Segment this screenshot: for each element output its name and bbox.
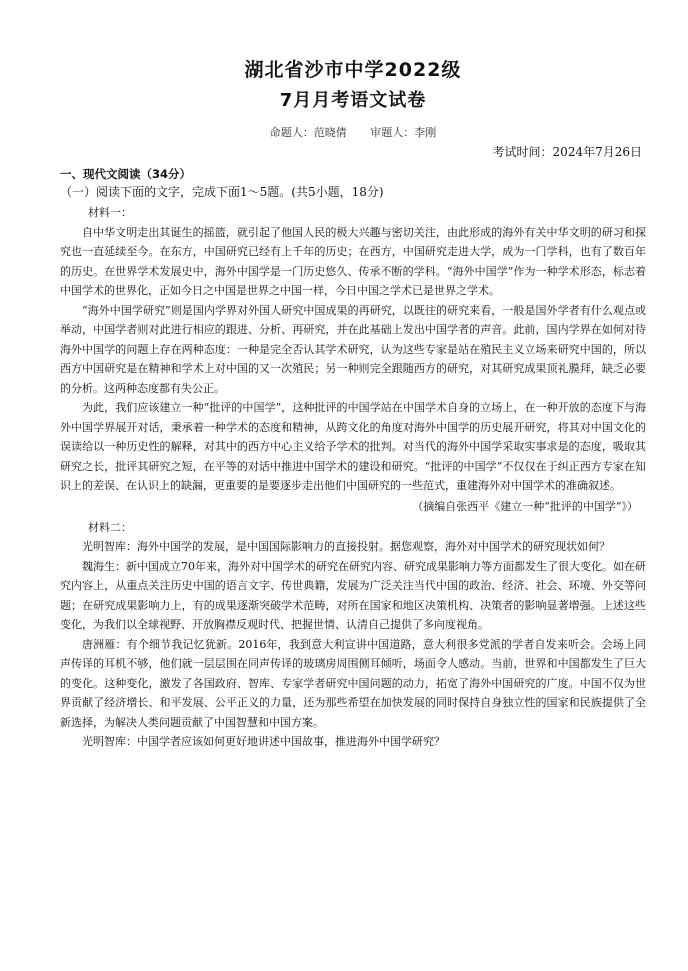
authors-line <box>60 126 646 140</box>
material-1-label: 材料一： <box>88 206 132 219</box>
material-1-paragraph: 为此，我们应该建立一种“批评的中国学”，这种批评的中国学站在中国学术自身的立场上，在一种开放的态度下与海外中国学界展开对话，秉承着一种学术的态度和精神，从跨文化的角度对海外中国学的历史展开研究，将其对中国文化的误读给以一种历史性的解释，对其中的西方中心主义给予学术的批判。对当代的海外中国学采取实事求是的态度，吸取其研究之长，批评其研究之短，在平等的对话中推进中国学术的建设和研究。“批评的中国学”不仅仅在于纠正西方专家在知识上的差误、在认识上的缺漏，更重要的是要逐步走出他们中国研究的一些范式，重建海外对中国学术的准确叙述。 <box>60 401 646 492</box>
material-2-paragraph: 魏海生：新中国成立70年来，海外对中国学术的研究在研究内容、研究成果影响力等方面都发生了很大变化。如在研究内容上，从重点关注历史中国的语言文字、传世典籍，发展为广泛关注当代中国的政治、经济、社会、环境、外交等问题；在研究成果影响力上，有的成果逐渐突破学术范畴，对所在国家和地区决策机构、决策者的影响显著增强。上述这些变化，为我们以全球视野、开放胸襟反观时代、把握世情、认清自己提供了多向度视角。 <box>60 559 646 631</box>
material-1-source: （摘编自张西平《建立一种“批评的中国学”》） <box>412 499 638 513</box>
exam-time: 考试时间：2024年7月26日 <box>492 145 642 159</box>
reviewer: 审题人：李刚 <box>370 126 437 139</box>
material-2-paragraph: 光明智库：中国学者应该如何更好地讲述中国故事，推进海外中国学研究？ <box>82 735 445 748</box>
material-1-paragraph: 自中华文明走出其诞生的摇篮，就引起了他国人民的极大兴趣与密切关注，由此形成的海外有关中华文明的研习和探究也一直延续至今。在东方，中国研究已经有上千年的历史；在西方，中国研究走进大学，成为一门学科，也有了数百年的历史。在世界学术发展史中，海外中国学是一门历史悠久、传承不断的学科。“海外中国学”作为一种学术形态，标志着中国学术的世界化，正如今日之中国是世界之中国一样，今日中国之学术已是世界之学术。 <box>60 225 646 297</box>
subsection-heading: （一）阅读下面的文字，完成下面1～5题。(共5小题，18分) <box>60 185 384 199</box>
school-title: 湖北省沙市中学2022级 <box>244 59 462 81</box>
material-2-paragraph: 唐洲雁：有个细节我记忆犹新。2016年，我到意大利宣讲中国道路，意大利很多党派的学者自发来听会。会场上同声传译的耳机不够，他们就一层层围在同声传译的玻璃房周围侧耳倾听，场面令人感动。当前，世界和中国都发生了巨大的变化。这种变化，激发了各国政府、智库、专家学者研究中国问题的动力，拓宽了海外中国研究的广度。中国不仅为世界贡献了经济增长、和平发展、公平正义的力量，还为那些希望在加快发展的同时保持自身独立性的国家和民族提供了全新选择，为解决人类问题贡献了中国智慧和中国方案。 <box>60 637 646 729</box>
material-2-paragraph: 光明智库：海外中国学的发展，是中国国际影响力的直接投射。据您观察，海外对中国学术的研究现状如何？ <box>82 540 610 553</box>
section-heading: 一、现代文阅读（34分） <box>60 167 192 181</box>
material-2-label: 材料二： <box>88 520 132 534</box>
material-1-paragraph: “海外中国学研究”则是国内学界对外国人研究中国成果的再研究，以既往的研究来看，一般是国外学者有什么观点或举动，中国学者则对此进行相应的跟进、分析、再研究，并在此基础上发出中国学者的声音。此前，国内学界在如何对待海外中国学的问题上存在两种态度：一种是完全否认其学术研究，认为这些专家是站在殖民主义立场来研究中国的，所以西方中国研究是在精神和学术上对中国的又一次殖民；另一种则完全跟随西方的研究，对其研究成果顶礼膜拜，缺乏必要的分析。这两种态度都有失公正。 <box>60 303 646 395</box>
exam-title: 7月月考语文试卷 <box>279 90 427 111</box>
proposer: 命题人：范晓倩 <box>269 126 347 139</box>
